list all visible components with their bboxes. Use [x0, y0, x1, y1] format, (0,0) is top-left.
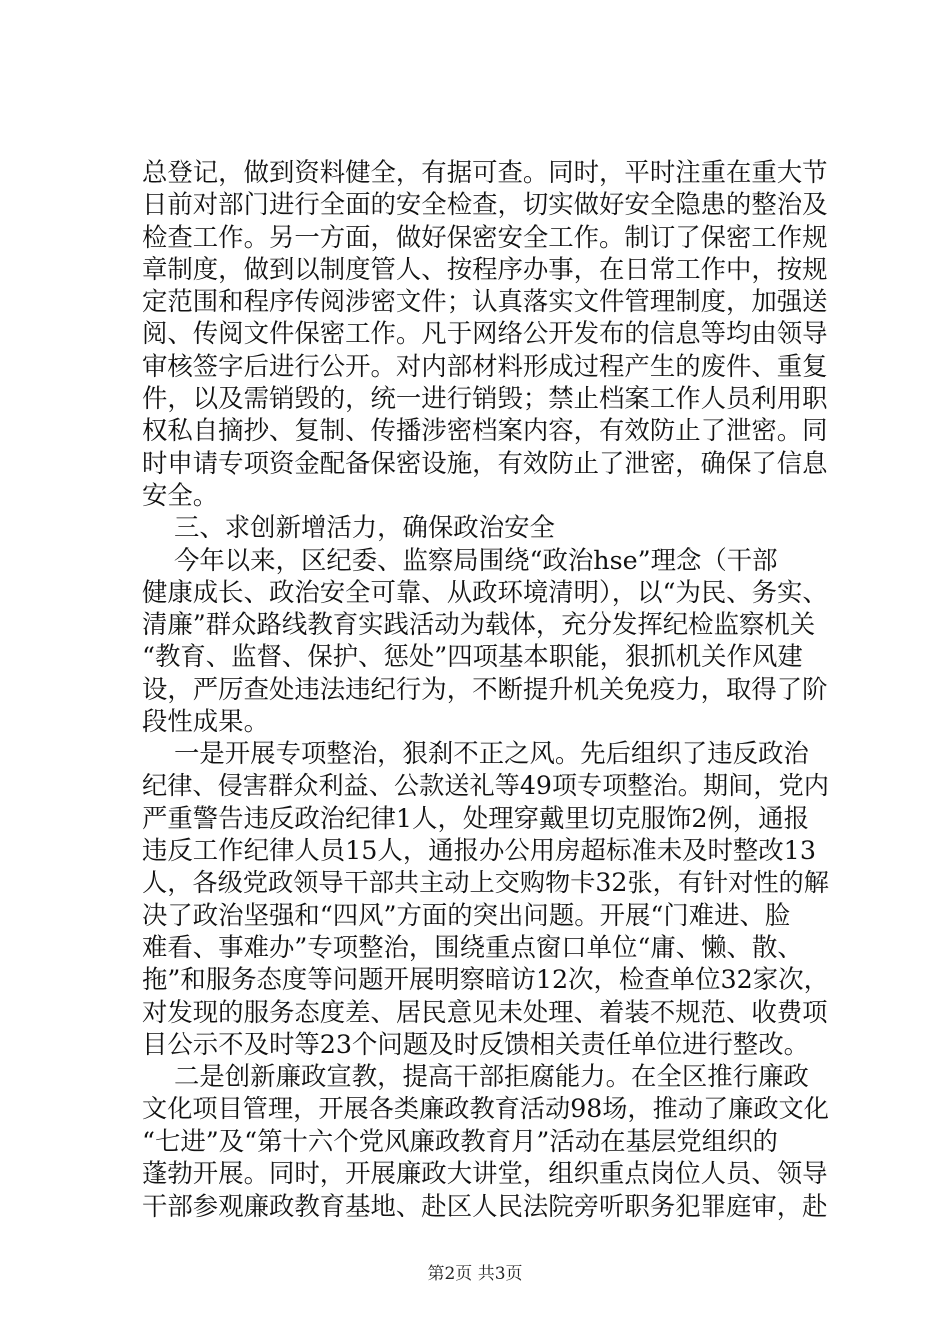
text-line: 干部参观廉政教育基地、赴区人民法院旁听职务犯罪庭审，赴: [142, 1190, 828, 1221]
text-line: 难看、事难办”专项整治，围绕重点窗口单位“庸、懒、散、: [142, 932, 803, 963]
text-line: 对发现的服务态度差、居民意见未处理、着装不规范、收费项: [142, 996, 828, 1027]
text-line: 拖”和服务态度等问题开展明察暗访12次，检查单位32家次，: [142, 964, 829, 995]
text-line: 检查工作。另一方面，做好保密安全工作。制订了保密工作规: [142, 221, 828, 252]
text-line: 二是创新廉政宣教，提高干部拒腐能力。在全区推行廉政: [174, 1061, 809, 1092]
text-line: 人，各级党政领导干部共主动上交购物卡32张，有针对性的解: [142, 867, 829, 897]
text-line: 件，以及需销毁的，统一进行销毁；禁止档案工作人员利用职: [142, 383, 828, 414]
text-line: 文化项目管理，开展各类廉政教育活动98场，推动了廉政文化: [142, 1093, 829, 1123]
text-line: 决了政治坚强和“四风”方面的突出问题。开展“门难进、脸: [142, 899, 791, 930]
text-line: “七进”及“第十六个党风廉政教育月”活动在基层党组织的: [142, 1125, 778, 1156]
text-line: 权私自摘抄、复制、传播涉密档案内容，有效防止了泄密。同: [142, 415, 828, 446]
text-line: 审核签字后进行公开。对内部材料形成过程产生的废件、重复: [142, 350, 828, 381]
text-line: 目公示不及时等23个问题及时反馈相关责任单位进行整改。: [142, 1029, 810, 1060]
text-line: 清廉”群众路线教育实践活动为载体，充分发挥纪检监察机关: [142, 609, 816, 640]
document-body: [142, 156, 830, 1222]
text-line: “教育、监督、保护、惩处”四项基本职能，狠抓机关作风建: [142, 641, 803, 672]
text-line: 严重警告违反政治纪律1人，处理穿戴里切克服饰2例，通报: [142, 802, 810, 833]
text-line: 今年以来，区纪委、监察局围绕“政治hse”理念（干部: [174, 544, 778, 575]
page-footer: 第2页 共3页: [427, 1264, 523, 1284]
text-line: 时申请专项资金配备保密设施，有效防止了泄密，确保了信息: [142, 447, 828, 478]
text-line: 违反工作纪律人员15人，通报办公用房超标准未及时整改13: [142, 835, 816, 866]
text-line: 阅、传阅文件保密工作。凡于网络公开发布的信息等均由领导: [142, 318, 828, 349]
text-line: 段性成果。: [142, 706, 269, 737]
text-line: 章制度，做到以制度管人、按程序办事，在日常工作中，按规: [142, 253, 828, 284]
text-line: 安全。: [142, 479, 219, 510]
text-line: 总登记，做到资料健全，有据可查。同时，平时注重在重大节: [142, 157, 828, 187]
text-line: 日前对部门进行全面的安全检查，切实做好安全隐患的整治及: [142, 189, 828, 220]
text-line: 纪律、侵害群众利益、公款送礼等49项专项整治。期间，党内: [142, 770, 829, 800]
text-line: 一是开展专项整治，狠刹不正之风。先后组织了违反政治: [174, 738, 809, 769]
text-line: 健康成长、政治安全可靠、从政环境清明），以“为民、务实、: [142, 576, 828, 607]
text-line: 设，严厉查处违法违纪行为，不断提升机关免疫力，取得了阶: [142, 673, 828, 704]
text-line: 三、求创新增活力，确保政治安全: [174, 512, 555, 543]
text-line: 定范围和程序传阅涉密文件；认真落实文件管理制度，加强送: [142, 286, 828, 317]
text-line: 蓬勃开展。同时，开展廉政大讲堂，组织重点岗位人员、领导: [142, 1158, 828, 1189]
